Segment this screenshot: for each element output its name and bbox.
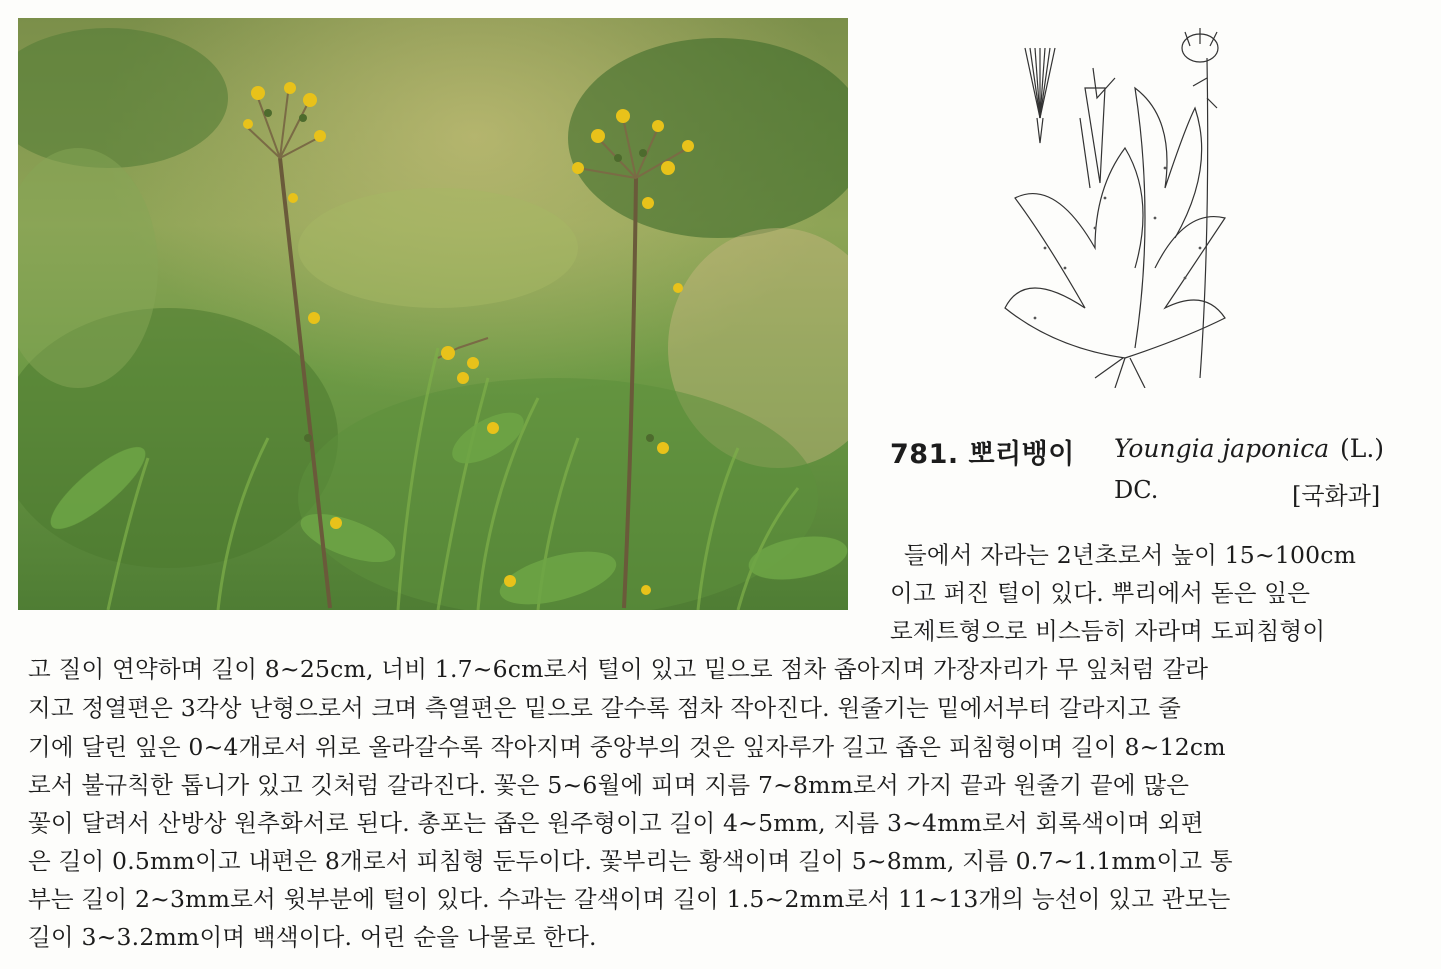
author-citation-2: DC. <box>1114 476 1159 504</box>
species-number-name: 781. 뽀리뱅이 <box>890 439 1075 470</box>
description-line: 길이 3~3.2mm이며 백색이다. 어린 순을 나물로 한다. <box>28 923 597 951</box>
description-line: 들에서 자라는 2년초로서 높이 15~100cm <box>904 541 1357 569</box>
botanical-illustration-image <box>985 18 1285 388</box>
description-line: 기에 달린 잎은 0~4개로서 위로 올라갈수록 작아지며 중앙부의 것은 잎자루가 길고 좁은 피침형이며 길이 8~12cm <box>28 733 1226 761</box>
description-line: 이고 퍼진 털이 있다. 뿌리에서 돋은 잎은 <box>890 579 1311 607</box>
description-line: 지고 정열편은 3각상 난형으로서 크며 측열편은 밑으로 갈수록 점차 작아진다. 원줄기는 밑에서부터 갈라지고 줄 <box>28 694 1182 722</box>
plant-photo-image <box>18 18 848 610</box>
description-line: 부는 길이 2~3mm로서 윗부분에 털이 있다. 수과는 갈색이며 길이 1.5~2mm로서 11~13개의 능선이 있고 관모는 <box>28 885 1231 913</box>
description-line: 꽃이 달려서 산방상 원추화서로 된다. 총포는 좁은 원주형이고 길이 4~5mm, 지름 3~4mm로서 회록색이며 외편 <box>28 809 1204 837</box>
scientific-name: Youngia japonica <box>1114 434 1330 463</box>
description-line: 고 질이 연약하며 길이 8~25cm, 너비 1.7~6cm로서 털이 있고 밑으로 점차 좁아지며 가장자리가 무 잎처럼 갈라 <box>28 655 1209 683</box>
botanical-illustration <box>985 18 1285 388</box>
plant-photo <box>18 18 848 610</box>
description-line: 로서 불규칙한 톱니가 있고 깃처럼 갈라진다. 꽃은 5~6월에 피며 지름 7~8mm로서 가지 끝과 원줄기 끝에 많은 <box>28 771 1190 799</box>
species-heading <box>890 432 1410 512</box>
family-name: [국화과] <box>1292 482 1381 510</box>
description-line: 은 길이 0.5mm이고 내편은 8개로서 피침형 둔두이다. 꽃부리는 황색이며 길이 5~8mm, 지름 0.7~1.1mm이고 통 <box>28 847 1233 875</box>
author-citation-1: (L.) <box>1340 434 1385 463</box>
description-line: 로제트형으로 비스듬히 자라며 도피침형이 <box>890 617 1326 645</box>
